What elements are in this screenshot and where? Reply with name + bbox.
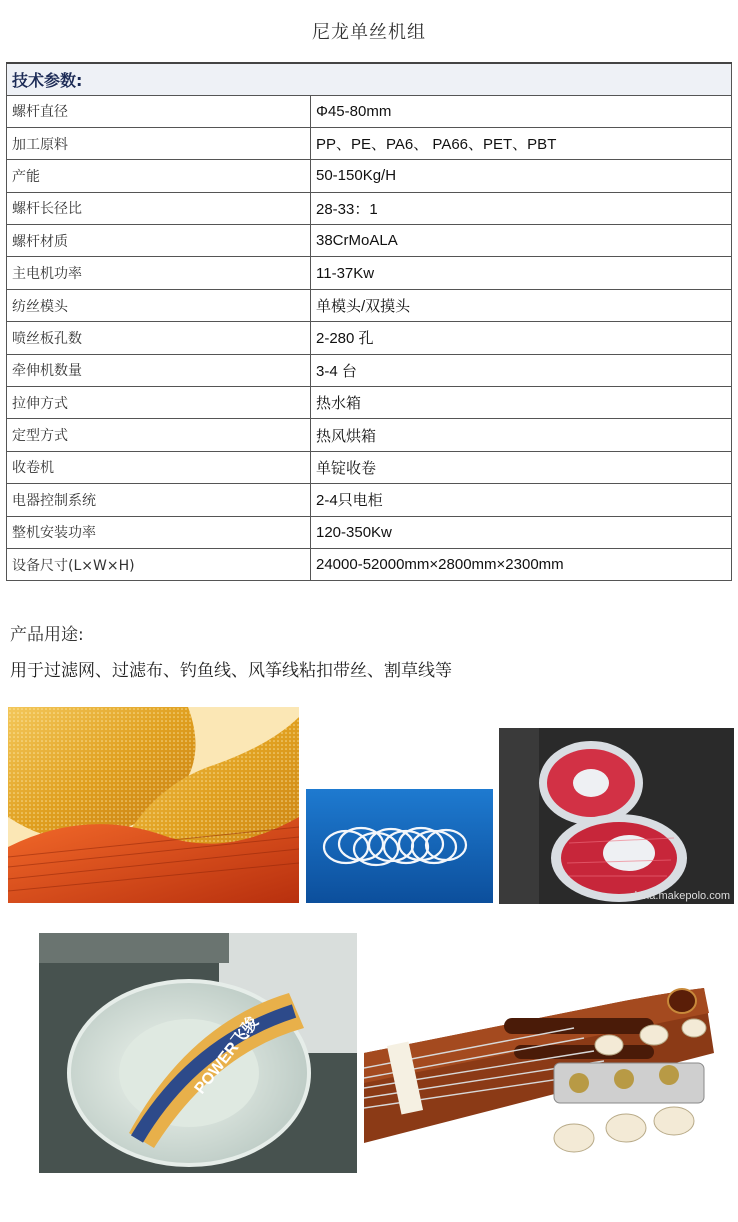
spec-value: 单锭收卷 (311, 451, 732, 483)
spec-row (7, 225, 732, 257)
usage-heading: 产品用途: (10, 625, 84, 645)
spec-row (7, 95, 732, 127)
spec-value: PP、PE、PA6、 PA66、PET、PBT (311, 127, 732, 159)
spec-row (7, 484, 732, 516)
spec-row (7, 387, 732, 419)
spec-name: 产能 (7, 160, 311, 192)
spec-name: 牵伸机数量 (7, 354, 311, 386)
spec-value: 热风烘箱 (311, 419, 732, 451)
spec-value: 28-33：1 (311, 192, 732, 224)
spec-value: 3-4 台 (311, 354, 732, 386)
fishing-line-reel-photo (39, 933, 357, 1173)
spec-name: 喷丝板孔数 (7, 322, 311, 354)
spec-name: 电器控制系统 (7, 484, 311, 516)
spec-table (6, 62, 732, 581)
page-title: 尼龙单丝机组 (312, 22, 426, 43)
spec-value: 120-350Kw (311, 516, 732, 548)
spec-row (7, 192, 732, 224)
spec-row (7, 419, 732, 451)
spec-value: 热水箱 (311, 387, 732, 419)
spec-name: 定型方式 (7, 419, 311, 451)
spec-header: 技术参数: (7, 63, 732, 95)
spec-name: 拉伸方式 (7, 387, 311, 419)
spec-row (7, 257, 732, 289)
spec-value: 38CrMoALA (311, 225, 732, 257)
spec-row (7, 160, 732, 192)
spec-header-row (7, 63, 732, 95)
spec-value: 单模头/双摸头 (311, 289, 732, 321)
spool-label: POWER飞骏 (191, 1014, 262, 1098)
spec-value: 50-150Kg/H (311, 160, 732, 192)
spec-name: 螺杆材质 (7, 225, 311, 257)
spec-value: 2-280 孔 (311, 322, 732, 354)
spec-value: 24000-52000mm×2800mm×2300mm (311, 548, 732, 580)
spec-value: Φ45-80mm (311, 95, 732, 127)
spec-name: 主电机功率 (7, 257, 311, 289)
usage-text: 用于过滤网、过滤布、钓鱼线、风筝线粘扣带丝、割草线等 (10, 661, 452, 681)
velcro-tape-photo (8, 707, 299, 903)
guitar-strings-photo (364, 933, 729, 1173)
spec-name: 加工原料 (7, 127, 311, 159)
spec-name: 整机安装功率 (7, 516, 311, 548)
spec-name: 螺杆长径比 (7, 192, 311, 224)
spec-row (7, 127, 732, 159)
spec-name: 纺丝模头 (7, 289, 311, 321)
watermark: china.makepolo.com (629, 890, 730, 902)
spec-row (7, 289, 732, 321)
spec-row (7, 451, 732, 483)
spec-row (7, 354, 732, 386)
spec-value: 2-4只电柜 (311, 484, 732, 516)
monofilament-rings-photo (306, 789, 493, 903)
spec-name: 收卷机 (7, 451, 311, 483)
spec-value: 11-37Kw (311, 257, 732, 289)
spec-name: 设备尺寸(L×W×H) (7, 548, 311, 580)
fishing-line-spools-photo (499, 728, 734, 904)
spec-row (7, 548, 732, 580)
spec-name: 螺杆直径 (7, 95, 311, 127)
spec-row (7, 322, 732, 354)
spec-row (7, 516, 732, 548)
